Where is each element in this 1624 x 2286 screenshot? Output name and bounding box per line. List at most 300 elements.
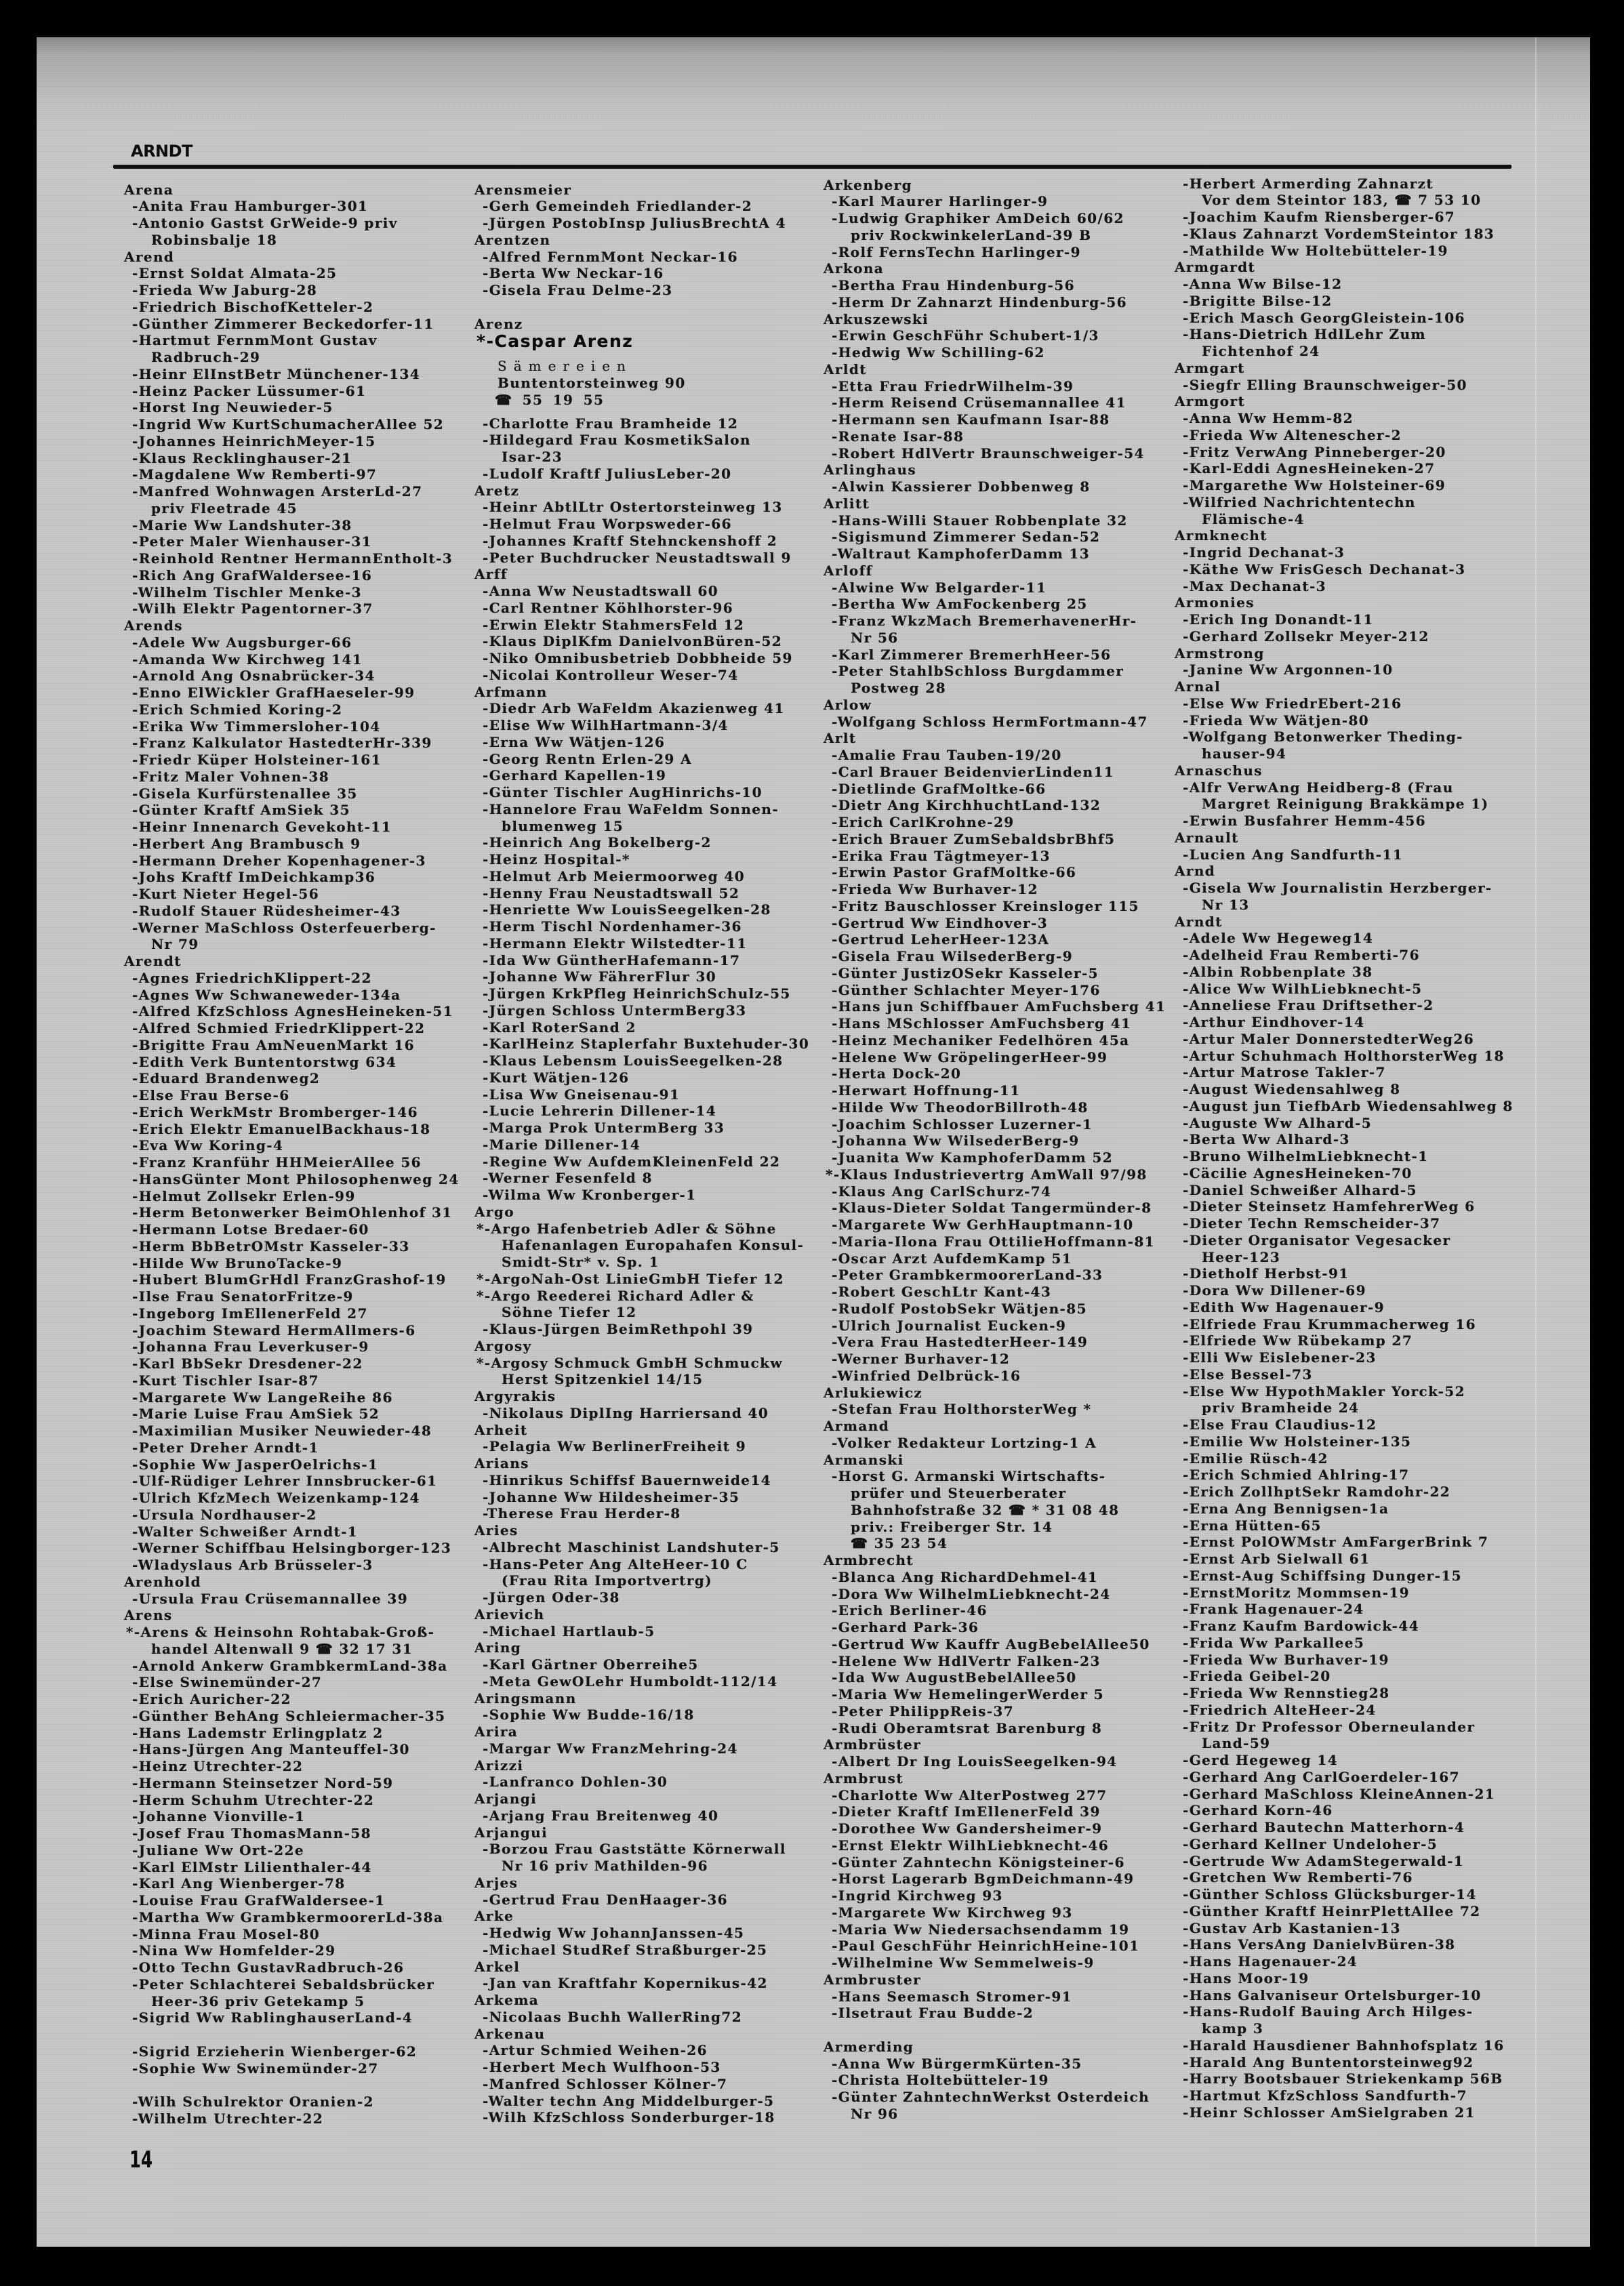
entry-continuation: Hafenanlagen Europahafen Konsul-	[502, 1237, 805, 1254]
directory-entry: -Jürgen Schloss UntermBerg33	[483, 1002, 747, 1019]
directory-entry: -Agnes FriedrichKlippert-22	[132, 969, 372, 986]
directory-entry: -Georg Rentn Erlen-29 A	[483, 750, 693, 767]
business-entry: *-Argo Hafenbetrieb Adler & Söhne	[476, 1220, 777, 1237]
directory-entry: -Lanfranco Dohlen-30	[483, 1774, 668, 1791]
entry-continuation: Margret Reinigung Brakkämpe 1)	[1202, 796, 1489, 813]
directory-entry: -Blanca Ang RichardDehmel-41	[832, 1568, 1099, 1585]
directory-entry: -Werner Burhaver-12	[832, 1351, 1011, 1368]
directory-entry: -Peter StahlbSchloss Burgdammer	[832, 663, 1124, 680]
directory-entry: -Horst Ing Neuwieder-5	[132, 399, 333, 416]
directory-entry: -Klaus-Dieter Soldat Tangermünder-8	[832, 1200, 1152, 1217]
directory-entry: -Dietr Ang KirchhuchtLand-132	[832, 797, 1101, 814]
directory-entry: -Pelagia Ww BerlinerFreiheit 9	[483, 1438, 747, 1455]
directory-entry: -Frieda Ww Jaburg-28	[132, 282, 318, 299]
surname-heading: Arensmeier	[474, 181, 572, 198]
business-entry: *-Argosy Schmuck GmbH Schmuckw	[476, 1354, 784, 1371]
directory-entry: -Werner Schiffbau Helsingborger-123	[132, 1540, 452, 1557]
directory-entry: -Frieda Ww Rennstieg28	[1183, 1685, 1390, 1702]
directory-entry: -Karl Ang Wienberger-78	[132, 1875, 346, 1892]
directory-entry: -Herm Tischl Nordenhamer-36	[483, 918, 742, 935]
directory-entry: -Heinrich Ang Bokelberg-2	[483, 834, 712, 851]
directory-entry: -Ernst Elektr WilhLiebknecht-46	[832, 1837, 1110, 1854]
surname-heading: Arend	[124, 248, 175, 265]
directory-entry: -Cäcilie AgnesHeineken-70	[1183, 1164, 1413, 1181]
directory-entry: -Alfred FernmMont Neckar-16	[483, 248, 738, 265]
directory-entry: -Berta Ww Neckar-16	[483, 265, 664, 282]
directory-entry: -Gertrude Ww AdamStegerwald-1	[1183, 1852, 1465, 1869]
directory-entry: -Frieda Ww Burhaver-12	[832, 881, 1038, 898]
surname-heading: Armgart	[1175, 359, 1245, 376]
surname-heading: Armanski	[824, 1451, 904, 1468]
directory-entry: -Arnold Ang Osnabrücker-34	[132, 668, 375, 685]
directory-entry: -Frieda Ww Wätjen-80	[1183, 712, 1370, 729]
directory-entry: -KarlHeinz Staplerfahr Buxtehuder-30	[483, 1036, 810, 1053]
directory-entry: -Ilsetraut Frau Budde-2	[832, 2005, 1034, 2022]
directory-entry: -Gerhard MaSchloss KleineAnnen-21	[1183, 1785, 1496, 1802]
directory-entry: -Wilh KfzSchloss Sonderburger-18	[483, 2109, 775, 2126]
directory-entry: -Fritz VerwAng Pinneberger-20	[1183, 443, 1446, 460]
directory-entry: -Kurt Wätjen-126	[483, 1069, 630, 1086]
directory-entry: -Frieda Geibel-20	[1183, 1668, 1331, 1685]
surname-heading: Arjangui	[474, 1824, 548, 1841]
column-4	[1175, 176, 1524, 2121]
directory-entry: -Johs Kraftf ImDeichkamp36	[132, 869, 376, 886]
surname-heading: Argosy	[474, 1337, 532, 1354]
surname-heading: Arkel	[474, 1958, 521, 1975]
directory-entry: -Hildegard Frau KosmetikSalon	[483, 432, 751, 449]
directory-entry: -August jun TiefbArb Wiedensahlweg 8	[1183, 1097, 1514, 1114]
directory-entry: -Diedr Arb WaFeldm Akazienweg 41	[483, 700, 785, 717]
directory-entry: -Kurt Nieter Hegel-56	[132, 886, 320, 903]
directory-entry: -Erwin Busfahrer Hemm-456	[1183, 813, 1426, 830]
directory-entry: -Dieter Kraftf ImEllenerFeld 39	[832, 1803, 1101, 1820]
directory-entry: -Wilma Ww Kronberger-1	[483, 1187, 697, 1204]
entry-continuation: priv RockwinkelerLand-39 B	[851, 226, 1092, 243]
directory-entry: -Bertha Frau Hindenburg-56	[832, 277, 1075, 294]
directory-entry: -Elfriede Frau Krummacherweg 16	[1183, 1315, 1476, 1332]
directory-entry: -Hermann Dreher Kopenhagener-3	[132, 852, 426, 869]
directory-entry: -Amalie Frau Tauben-19/20	[832, 747, 1062, 764]
directory-entry: -Ulrich KfzMech Weizenkamp-124	[132, 1490, 420, 1507]
directory-entry: -Karl Maurer Harlinger-9	[832, 193, 1049, 210]
surname-heading: Arfmann	[474, 683, 548, 700]
entry-continuation: priv Fleetrade 45	[151, 499, 298, 516]
directory-entry: -Adelheid Frau Remberti-76	[1183, 947, 1420, 964]
directory-entry: -Ludwig Graphiker AmDeich 60/62	[832, 210, 1124, 227]
directory-entry: -Gerhard Park-36	[832, 1619, 979, 1636]
entry-continuation: Heer-36 priv Getekamp 5	[151, 1993, 365, 2009]
surname-heading: Argo	[474, 1203, 514, 1220]
directory-entry: -Harald Hausdiener Bahnhofsplatz 16	[1183, 2037, 1505, 2054]
directory-entry: -Ernst Arb Sielwall 61	[1183, 1551, 1371, 1568]
directory-entry: -Erich Brauer ZumSebaldsbrBhf5	[832, 830, 1116, 847]
directory-entry: -Gerhard Kapellen-19	[483, 767, 667, 784]
directory-entry: -Günther Schloss Glücksburger-14	[1183, 1886, 1477, 1903]
entry-continuation: Vor dem Steintor 183, ☎ 7 53 10	[1202, 192, 1482, 209]
directory-entry: -Gretchen Ww Remberti-76	[1183, 1869, 1413, 1886]
directory-entry: -Hans Lademstr Erlingplatz 2	[132, 1724, 384, 1741]
directory-entry: -Minna Frau Mosel-80	[132, 1925, 321, 1942]
advertisement-subtitle: Sämereien	[498, 358, 632, 375]
surname-heading: Arievich	[474, 1606, 545, 1622]
directory-entry: -Arnold Ankerw GrambkermLand-38a	[132, 1657, 448, 1674]
directory-entry: -Alfred Schmied FriedrKlippert-22	[132, 1020, 426, 1037]
directory-entry: -Ilse Frau SenatorFritze-9	[132, 1288, 354, 1305]
directory-entry: -Günther Zimmerer Beckedorfer-11	[132, 315, 434, 332]
page-crease	[1535, 37, 1537, 2247]
directory-entry: -Hans Hagenauer-24	[1183, 1953, 1358, 1970]
directory-entry: -Alwin Kassierer Dobbenweg 8	[832, 478, 1091, 495]
directory-entry: -Borzou Frau Gaststätte Körnerwall	[483, 1841, 786, 1858]
directory-entry: -Hermann Steinsetzer Nord-59	[132, 1774, 394, 1791]
header-rule	[113, 165, 1511, 169]
directory-entry: -Sophie Ww Swinemünder-27	[132, 2060, 379, 2077]
directory-entry: -Adele Ww Hegeweg14	[1183, 930, 1374, 947]
directory-entry: -Klaus Recklinghauser-21	[132, 449, 352, 466]
directory-entry: -Friedrich BischofKetteler-2	[132, 298, 374, 315]
directory-entry: -Gisela Ww Journalistin Herzberger-	[1183, 880, 1493, 897]
surname-heading: Armgardt	[1175, 259, 1256, 276]
directory-entry: -Michael Hartlaub-5	[483, 1622, 655, 1639]
directory-entry: -Käthe Ww FrisGesch Dechanat-3	[1183, 560, 1466, 577]
directory-entry: -Wilh Elektr Pagentorner-37	[132, 600, 373, 617]
surname-heading: Arldt	[824, 361, 867, 377]
directory-entry: -Hilde Ww TheodorBillroth-48	[832, 1099, 1089, 1116]
entry-continuation: Postweg 28	[851, 680, 947, 697]
directory-entry: -Janine Ww Argonnen-10	[1183, 661, 1394, 678]
directory-entry: -Else Ww FriedrEbert-216	[1183, 695, 1402, 712]
directory-entry: -August Wiedensahlweg 8	[1183, 1081, 1401, 1098]
directory-entry: -Rudolf Stauer Rüdesheimer-43	[132, 902, 401, 919]
directory-entry: -Joachim Schlosser Luzerner-1	[832, 1116, 1093, 1132]
directory-entry: -Eduard Brandenweg2	[132, 1070, 321, 1087]
directory-entry: -Wilhelm Utrechter-22	[132, 2110, 324, 2127]
directory-entry: -Werner MaSchloss Osterfeuerberg-	[132, 919, 437, 936]
directory-entry: -Michael StudRef Straßburger-25	[483, 1941, 768, 1958]
directory-entry: -Hinrikus Schiffsf Bauernweide14	[483, 1471, 771, 1488]
directory-entry: -Erich Ing Donandt-11	[1183, 611, 1374, 628]
directory-entry: -Artur Schuhmach HolthorsterWeg 18	[1183, 1047, 1505, 1064]
surname-heading: Aringsmann	[474, 1690, 577, 1707]
directory-entry: -Erich WerkMstr Bromberger-146	[132, 1103, 418, 1120]
entry-continuation: Nr 79	[151, 936, 199, 953]
directory-entry: -Rudolf PostobSekr Wätjen-85	[832, 1300, 1087, 1317]
directory-entry: -Hermann Lotse Bredaer-60	[132, 1221, 369, 1238]
directory-entry: -Hans jun Schiffbauer AmFuchsberg 41	[832, 998, 1166, 1015]
directory-entry: -Günter Kraftf AmSiek 35	[132, 802, 350, 819]
directory-entry: -Oscar Arzt AufdemKamp 51	[832, 1250, 1073, 1267]
directory-entry: -Harald Ang Buntentorsteinweg92	[1183, 2054, 1474, 2070]
directory-entry: -Hans Moor-19	[1183, 1969, 1310, 1986]
directory-entry: -Wolfgang Betonwerker Theding-	[1183, 729, 1463, 746]
directory-entry: -Hermann sen Kaufmann Isar-88	[832, 411, 1110, 428]
directory-entry: -Klaus Ang CarlSchurz-74	[832, 1183, 1052, 1200]
directory-entry: -Peter Maler Wienhauser-31	[132, 533, 372, 550]
directory-entry: -Robert HdlVertr Braunschweiger-54	[832, 445, 1145, 462]
directory-entry: -Josef Frau ThomasMann-58	[132, 1825, 371, 1842]
directory-entry: -Johanna Ww WilsederBerg-9	[832, 1132, 1080, 1149]
directory-entry: -Auguste Ww Alhard-5	[1183, 1114, 1373, 1131]
directory-entry: -Anna Ww Neustadtswall 60	[483, 583, 719, 600]
directory-entry: -Gertrud Frau DenHaager-36	[483, 1891, 728, 1908]
directory-entry: -Ingrid Ww KurtSchumacherAllee 52	[132, 416, 445, 433]
directory-entry: -Hedwig Ww JohannJanssen-45	[483, 1925, 745, 1942]
directory-entry: -Hans-Peter Ang AlteHeer-10 C	[483, 1555, 748, 1572]
directory-entry: -Else Frau Claudius-12	[1183, 1416, 1377, 1433]
entry-continuation: Nr 56	[851, 629, 899, 646]
directory-entry: -Etta Frau FriedrWilhelm-39	[832, 377, 1074, 394]
directory-entry: -Else Swinemünder-27	[132, 1674, 323, 1691]
directory-entry: -Meta GewOLehr Humboldt-112/14	[483, 1673, 778, 1690]
directory-entry: -Ulf-Rüdiger Lehrer Innsbrucker-61	[132, 1473, 438, 1490]
directory-entry: -Hannelore Frau WaFeldm Sonnen-	[483, 800, 779, 817]
surname-heading: Armbrüster	[824, 1736, 922, 1753]
directory-entry: -Lucie Lehrerin Dillener-14	[483, 1103, 717, 1120]
directory-entry: -Herwart Hoffnung-11	[832, 1082, 1021, 1099]
surname-heading: Armonies	[1175, 594, 1255, 611]
directory-entry: -Herbert Mech Wulfhoon-53	[483, 2059, 721, 2076]
entry-continuation: priv Bramheide 24	[1202, 1400, 1360, 1416]
directory-entry: -Hans VersAng DanielvBüren-38	[1183, 1936, 1456, 1953]
directory-entry: -Dieter Techn Remscheider-37	[1183, 1215, 1441, 1232]
surname-heading: Arlinghaus	[824, 462, 917, 478]
directory-entry: -Erich Elektr EmanuelBackhaus-18	[132, 1120, 431, 1137]
directory-entry: -Hans-Willi Stauer Robbenplate 32	[832, 512, 1128, 529]
entry-continuation: kamp 3	[1202, 2020, 1264, 2037]
directory-entry: -Erich Masch GeorgGleistein-106	[1183, 309, 1465, 326]
directory-entry: -Sigismund Zimmerer Sedan-52	[832, 529, 1101, 546]
directory-entry: -Günther BehAng Schleiermacher-35	[132, 1707, 446, 1724]
surname-heading: Arkona	[824, 260, 885, 277]
entry-continuation: ☎ 35 23 54	[851, 1535, 948, 1552]
surname-heading: Arndt	[1175, 913, 1223, 930]
directory-entry: -Gerhard Korn-46	[1183, 1802, 1333, 1819]
directory-entry: -Hermann Elektr Wilstedter-11	[483, 935, 748, 952]
directory-entry: -Bertha Ww AmFockenberg 25	[832, 596, 1088, 613]
directory-entry: -Henriette Ww LouisSeegelken-28	[483, 901, 771, 918]
directory-entry: -Wladyslaus Arb Brüsseler-3	[132, 1557, 373, 1574]
entry-continuation: Land-59	[1202, 1735, 1271, 1752]
directory-entry: -Heinr AbtlLtr Ostertorsteinweg 13	[483, 499, 783, 516]
directory-entry: -Peter PhilippReis-37	[832, 1702, 1015, 1719]
directory-entry: -HansGünter Mont Philosophenweg 24	[132, 1170, 460, 1187]
directory-entry: -Artur Schmied Weihen-26	[483, 2042, 708, 2059]
entry-continuation: Radbruch-29	[151, 349, 261, 366]
directory-entry: -Berta Ww Alhard-3	[1183, 1131, 1350, 1148]
directory-entry: -Ursula Nordhauser-2	[132, 1506, 317, 1523]
surname-heading: Armand	[824, 1418, 890, 1435]
directory-entry: -Ursula Frau Crüsemannallee 39	[132, 1590, 409, 1607]
directory-entry: -Albrecht Maschinist Landshuter-5	[483, 1538, 780, 1555]
directory-entry: -Gisela Frau Delme-23	[483, 282, 673, 299]
directory-entry: -Eva Ww Koring-4	[132, 1137, 284, 1154]
directory-entry: -Wilhelmine Ww Semmelweis-9	[832, 1955, 1095, 1972]
entry-continuation: priv.: Freiberger Str. 14	[851, 1518, 1053, 1535]
surname-heading: Arendt	[124, 953, 182, 970]
directory-entry: -Ingrid Kirchweg 93	[832, 1887, 1003, 1904]
directory-entry: -Alfred KfzSchloss AgnesHeineken-51	[132, 1003, 453, 1020]
directory-entry: -Volker Redakteur Lortzing-1 A	[832, 1434, 1097, 1451]
directory-entry: -Elise Ww WilhHartmann-3/4	[483, 717, 729, 734]
directory-entry: -Lucien Ang Sandfurth-11	[1183, 846, 1404, 863]
surname-heading: Aretz	[474, 482, 520, 499]
directory-entry: -Paul GeschFühr HeinrichHeine-101	[832, 1938, 1140, 1955]
surname-heading: Arenz	[474, 315, 523, 332]
column-2	[474, 182, 824, 2127]
directory-entry: -Ludolf Kraftf JuliusLeber-20	[483, 465, 732, 482]
directory-entry: -Heinz Packer Lüssumer-61	[132, 382, 367, 399]
directory-entry: -Manfred Schlosser Kölner-7	[483, 2075, 728, 2092]
directory-entry: -Franz WkzMach BremerhavenerHr-	[832, 613, 1137, 630]
directory-entry: -Erwin GeschFühr Schubert-1/3	[832, 327, 1099, 344]
directory-entry: -Edith Verk Buntentorstwg 634	[132, 1053, 397, 1070]
directory-entry: -Ingrid Dechanat-3	[1183, 544, 1345, 561]
directory-entry: -Antonio Gastst GrWeide-9 priv	[132, 215, 398, 232]
surname-heading: Arlukiewicz	[824, 1384, 923, 1401]
directory-entry: -Dieter Organisator Vegesacker	[1183, 1231, 1451, 1248]
directory-entry: -Rolf FernsTechn Harlinger-9	[832, 243, 1081, 260]
business-entry: *-Klaus Industrievertrg AmWall 97/98	[826, 1166, 1148, 1183]
directory-entry: -Gerhard Zollsekr Meyer-212	[1183, 628, 1429, 645]
directory-entry: -Erna Ww Wätjen-126	[483, 733, 666, 750]
directory-entry: -Elli Ww Eislebener-23	[1183, 1349, 1377, 1366]
directory-entry: -Christa Holtebütteler-19	[832, 2072, 1049, 2089]
directory-entry: -Herbert Armerding Zahnarzt	[1183, 175, 1434, 192]
directory-entry: -Robert GeschLtr Kant-43	[832, 1284, 1052, 1301]
directory-entry: -Margarete Ww GerhHauptmann-10	[832, 1217, 1134, 1233]
directory-entry: -Dietholf Herbst-91	[1183, 1265, 1349, 1282]
directory-entry: -Klaus Zahnarzt VordemSteintor 183	[1183, 225, 1495, 242]
surname-heading: Aries	[474, 1522, 519, 1539]
directory-entry: -Alfr VerwAng Heidberg-8 (Frau	[1183, 779, 1454, 796]
directory-entry: -Renate Isar-88	[832, 428, 965, 445]
directory-entry: -Erich CarlKrohne-29	[832, 814, 1015, 831]
surname-heading: Armbruster	[824, 1971, 922, 1988]
blank-line	[474, 299, 824, 316]
directory-entry: -Gertrud Ww Eindhover-3	[832, 914, 1049, 931]
directory-entry: -Wolfgang Schloss HermFortmann-47	[832, 713, 1148, 730]
directory-entry: -Herm BbBetrOMstr Kasseler-33	[132, 1238, 410, 1254]
directory-entry: -Franz Kaufm Bardowick-44	[1183, 1618, 1420, 1635]
surname-heading: Aring	[474, 1639, 522, 1656]
directory-entry: -Frida Ww Parkallee5	[1183, 1634, 1365, 1651]
directory-entry: -Karl RoterSand 2	[483, 1019, 636, 1036]
directory-entry: -Johannes Kraftf Stehnckenshoff 2	[483, 532, 778, 549]
directory-entry: -Sophie Ww JasperOelrichs-1	[132, 1456, 379, 1473]
directory-entry: -Bruno WilhelmLiebknecht-1	[1183, 1148, 1429, 1165]
directory-entry: -Harry Bootsbauer Striekenkamp 56B	[1183, 2070, 1503, 2087]
directory-entry: -Vera Frau HastedterHeer-149	[832, 1334, 1089, 1351]
directory-entry: -Herm Dr Zahnarzt Hindenburg-56	[832, 293, 1127, 310]
surname-heading: Arkenau	[474, 2025, 546, 2042]
directory-entry: -Nina Ww Homfelder-29	[132, 1942, 336, 1959]
directory-entry: -Frieda Ww Burhaver-19	[1183, 1651, 1389, 1668]
surname-heading: Armknecht	[1175, 527, 1267, 544]
entry-continuation: blumenweg 15	[502, 817, 624, 834]
directory-entry: -Friedrich AlteHeer-24	[1183, 1701, 1377, 1718]
directory-entry: -Arthur Eindhover-14	[1183, 1014, 1365, 1031]
surname-heading: Arizzi	[474, 1757, 524, 1774]
directory-entry: -Albert Dr Ing LouisSeegelken-94	[832, 1753, 1118, 1770]
directory-entry: -Erich Schmied Koring-2	[132, 701, 343, 718]
directory-entry: -Wilfried Nachrichtentechn	[1183, 493, 1416, 510]
directory-entry: -Johannes HeinrichMeyer-15	[132, 432, 376, 449]
directory-entry: -Dorothee Ww Gandersheimer-9	[832, 1820, 1103, 1837]
directory-entry: -Juliane Ww Ort-22e	[132, 1841, 304, 1858]
directory-entry: -Artur Maler DonnerstedterWeg26	[1183, 1030, 1475, 1047]
directory-entry: -Frank Hagenauer-24	[1183, 1601, 1364, 1618]
directory-entry: -Waltraut KamphoferDamm 13	[832, 546, 1091, 563]
directory-entry: -Amanda Ww Kirchweg 141	[132, 651, 363, 668]
entry-continuation: Fichtenhof 24	[1202, 343, 1320, 360]
directory-entry: -Anna Ww BürgermKürten-35	[832, 2055, 1082, 2072]
directory-entry: -Heinr Innenarch Gevekoht-11	[132, 819, 392, 836]
directory-entry: -Klaus DiplKfm DanielvonBüren-52	[483, 633, 783, 650]
column-3	[824, 177, 1173, 2123]
entry-continuation: Söhne Tiefer 12	[502, 1304, 637, 1321]
surname-heading: Argyrakis	[474, 1388, 556, 1405]
directory-entry: -Nicolai Kontrolleur Weser-74	[483, 666, 739, 683]
surname-heading: Arkenberg	[824, 176, 913, 193]
entry-continuation: Bahnhofstraße 32 ☎ * 31 08 48	[851, 1501, 1120, 1518]
surname-heading: Arenhold	[124, 1573, 201, 1590]
directory-entry: -Gerd Hegeweg 14	[1183, 1752, 1339, 1769]
directory-entry: -Franz Kalkulator HastedterHr-339	[132, 735, 432, 752]
directory-entry: -Heinr Schlosser AmSielgraben 21	[1183, 2104, 1476, 2121]
entry-continuation: Heer-123	[1202, 1248, 1281, 1265]
directory-entry: -Maximilian Musiker Neuwieder-48	[132, 1423, 432, 1440]
directory-entry: -Erich ZollhptSekr Ramdohr-22	[1183, 1484, 1451, 1501]
directory-entry: -Erich Berliner-46	[832, 1602, 988, 1619]
surname-heading: Arians	[474, 1455, 529, 1472]
directory-entry: -Erna Hütten-65	[1183, 1517, 1322, 1534]
directory-entry: -Sophie Ww Budde-16/18	[483, 1707, 695, 1723]
directory-entry: -Fritz Maler Vohnen-38	[132, 768, 330, 785]
surname-heading: Arlitt	[824, 495, 870, 512]
directory-entry: -Manfred Wohnwagen ArsterLd-27	[132, 483, 423, 500]
directory-entry: -Johanne Ww FährerFlur 30	[483, 968, 717, 985]
business-entry: *-Arens & Heinsohn Rohtabak-Groß-	[126, 1624, 435, 1641]
directory-entry: -Henny Frau Neustadtswall 52	[483, 884, 740, 901]
directory-entry: -Otto Techn GustavRadbruch-26	[132, 1959, 405, 1976]
business-entry: *-ArgoNah-Ost LinieGmbH Tiefer 12	[476, 1270, 784, 1287]
directory-entry: -Sigrid Erzieherin Wienberger-62	[132, 2043, 418, 2060]
blank-line	[124, 2026, 473, 2043]
directory-entry: -Helene Ww HdlVertr Falken-23	[832, 1652, 1101, 1669]
directory-entry: -Elfriede Ww Rübekamp 27	[1183, 1332, 1413, 1349]
directory-entry: -Peter Buchdrucker Neustadtswall 9	[483, 549, 792, 566]
directory-entry: -Helene Ww GröpelingerHeer-99	[832, 1048, 1108, 1065]
directory-entry: -Joachim Steward HermAllmers-6	[132, 1322, 416, 1339]
directory-entry: -Gisela Frau WilsederBerg-9	[832, 948, 1074, 965]
directory-entry: -Klaus Lebensm LouisSeegelken-28	[483, 1053, 784, 1069]
surname-heading: Arloff	[824, 562, 873, 579]
entry-continuation: Nr 13	[1202, 896, 1250, 913]
directory-entry: -Gerh Gemeindeh Friedlander-2	[483, 198, 753, 215]
directory-entry: -Franz Kranführ HHMeierAllee 56	[132, 1154, 422, 1171]
directory-entry: -Günther Kraftf HeinrPlettAllee 72	[1183, 1902, 1481, 1919]
directory-entry: -Therese Frau Herder-8	[483, 1505, 681, 1522]
directory-entry: -Gisela Kurfürstenallee 35	[132, 785, 358, 802]
surname-heading: Armbrecht	[824, 1552, 914, 1569]
directory-entry: -Reinhold Rentner HermannEntholt-3	[132, 550, 453, 567]
directory-entry: -Else Ww HypothMakler Yorck-52	[1183, 1383, 1465, 1400]
directory-page	[37, 37, 1590, 2247]
directory-entry: -Hans-Jürgen Ang Manteuffel-30	[132, 1741, 410, 1758]
directory-entry: -Gertrud Ww Kauffr AugBebelAllee50	[832, 1635, 1150, 1652]
directory-entry: -Günter Zahntechn Königsteiner-6	[832, 1854, 1125, 1871]
surname-heading: Arnaschus	[1175, 762, 1263, 779]
